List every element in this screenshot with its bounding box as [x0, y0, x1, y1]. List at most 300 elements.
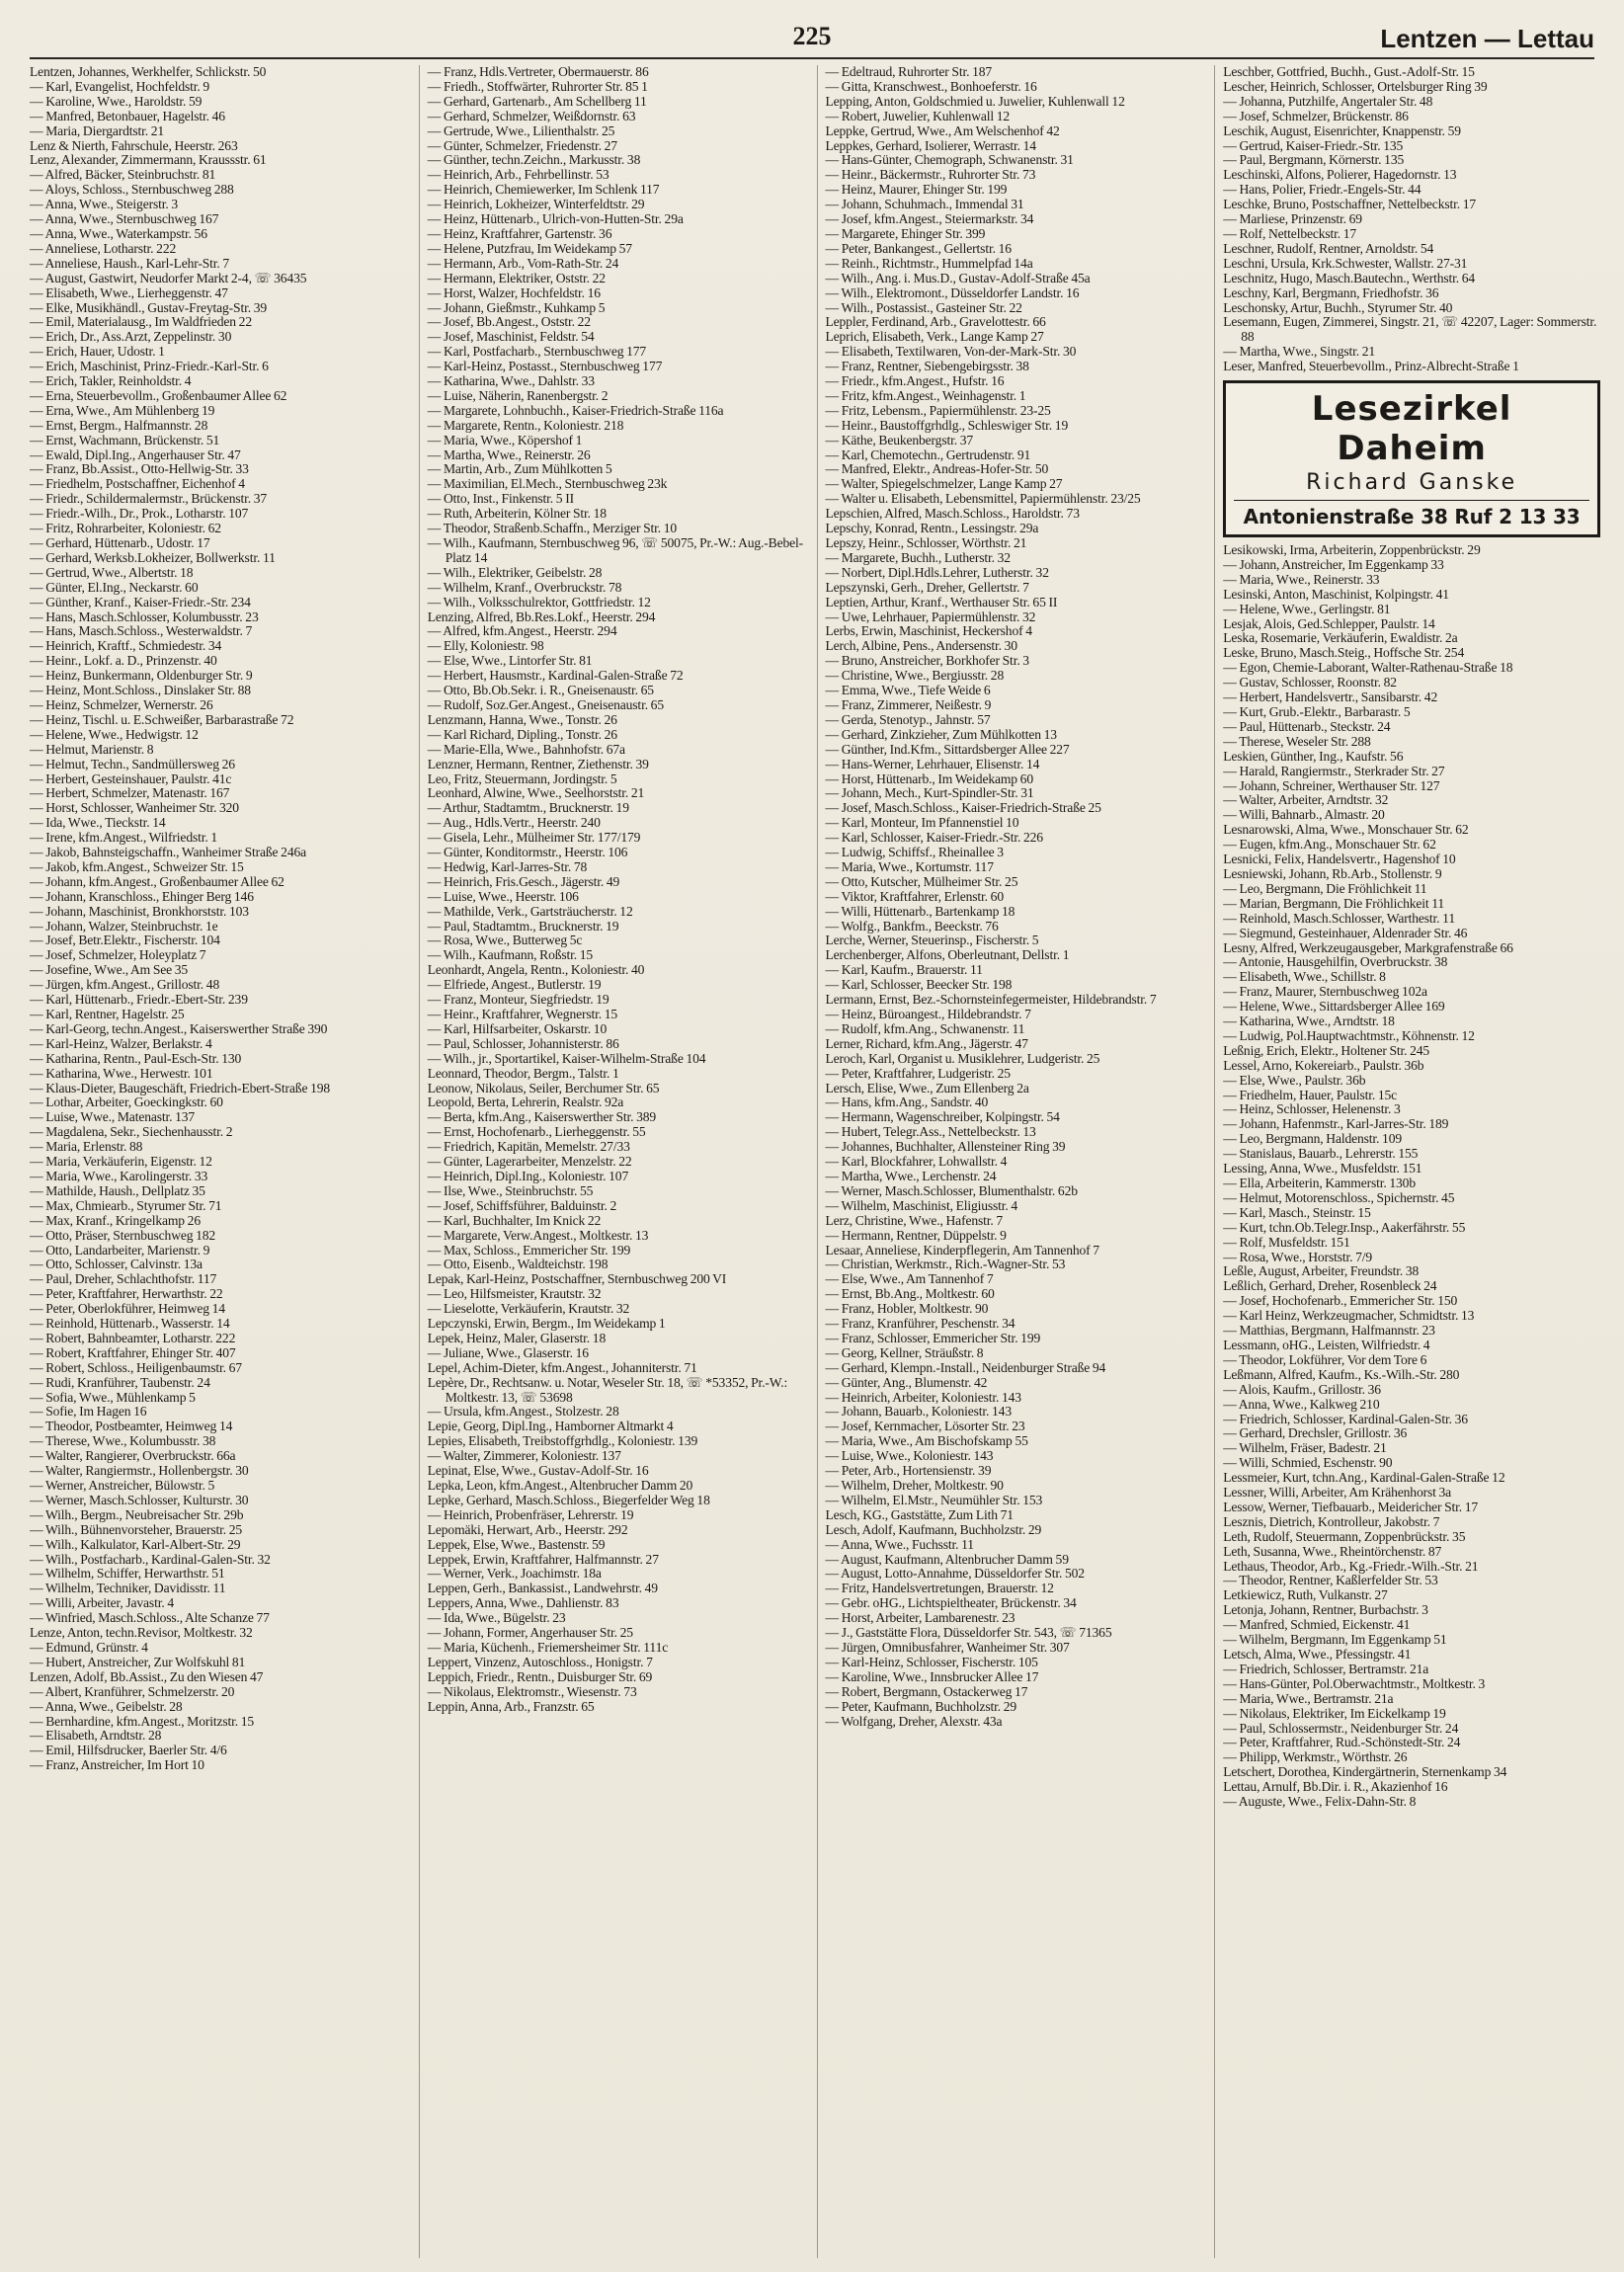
directory-entry: — Emil, Hilfsdrucker, Baerler Str. 4/6 — [30, 1743, 227, 1758]
directory-entry: — Heinrich, Lokheizer, Winterfeldtstr. 29 — [427, 197, 645, 212]
directory-entry: Lesnarowski, Alma, Wwe., Monschauer Str. 62 — [1223, 822, 1469, 838]
directory-entry: Leßlich, Gerhard, Dreher, Rosenbleck 24 — [1223, 1278, 1437, 1294]
directory-entry: — Mathilde, Haush., Dellplatz 35 — [30, 1182, 205, 1198]
directory-entry: — Maria, Wwe., Bertramstr. 21a — [1223, 1690, 1394, 1706]
directory-entry: Leppich, Friedr., Rentn., Duisburger Str. 69 — [427, 1668, 653, 1684]
directory-entry: — Edeltraud, Ruhrorter Str. 187 — [825, 65, 993, 79]
directory-entry: — Anna, Wwe., Kalkweg 210 — [1223, 1396, 1380, 1412]
directory-entry: — Karl, Evangelist, Hochfeldstr. 9 — [30, 78, 210, 94]
header-rule — [30, 57, 1594, 59]
directory-entry: Lenzner, Hermann, Rentner, Ziethenstr. 39 — [427, 756, 649, 771]
directory-entry: — Theodor, Straßenb.Schaffn., Merziger Str. 10 — [427, 521, 678, 536]
directory-entry: — Wolfg., Bankfm., Beeckstr. 76 — [825, 918, 999, 933]
directory-entry: — Heinrich, Kraftf., Schmiedestr. 34 — [30, 638, 222, 654]
directory-entry: Lerch, Albine, Pens., Andersenstr. 30 — [825, 638, 1017, 654]
directory-entry: Leprich, Elisabeth, Verk., Lange Kamp 27 — [825, 329, 1044, 345]
column-3 — [817, 65, 1203, 2258]
directory-entry: — Karl, Hüttenarb., Friedr.-Ebert-Str. 239 — [30, 992, 248, 1008]
directory-entry: — Ruth, Arbeiterin, Kölner Str. 18 — [427, 506, 607, 522]
directory-entry: — Edmund, Grünstr. 4 — [30, 1639, 148, 1655]
directory-entry: Leschner, Rudolf, Rentner, Arnoldstr. 54 — [1223, 240, 1434, 256]
directory-entry: — Erich, Dr., Ass.Arzt, Zeppelinstr. 30 — [30, 329, 232, 345]
directory-entry: — Friedr., kfm.Angest., Hufstr. 16 — [825, 373, 1005, 389]
directory-entry: — Anneliese, Haush., Karl-Lehr-Str. 7 — [30, 255, 230, 271]
directory-entry: — Uwe, Lehrhauer, Papiermühlenstr. 32 — [825, 609, 1036, 624]
column-2 — [419, 65, 805, 2258]
directory-entry: — Wilh., Volksschulrektor, Gottfriedstr. 12 — [427, 594, 651, 609]
directory-entry: Leppin, Anna, Arb., Franzstr. 65 — [427, 1698, 595, 1714]
directory-entry: — Rudi, Kranführer, Taubenstr. 24 — [30, 1374, 210, 1390]
directory-entry: — Gebr. oHG., Lichtspieltheater, Brückenstr. 34 — [825, 1595, 1077, 1611]
directory-entry: — Fritz, kfm.Angest., Weinhagenstr. 1 — [825, 387, 1026, 403]
directory-entry: — Friedrich, Kapitän, Memelstr. 27/33 — [427, 1139, 630, 1155]
directory-entry: — Maria, Küchenh., Friemersheimer Str. 111c — [427, 1639, 669, 1655]
directory-entry: Leßmann, Alfred, Kaufm., Ks.-Wilh.-Str. 280 — [1223, 1366, 1460, 1382]
directory-entry: — Alois, Kaufm., Grillostr. 36 — [1223, 1381, 1381, 1397]
directory-entry: — Karl, Chemotechn., Gertrudenstr. 91 — [825, 446, 1031, 462]
directory-entry: — Heinz, Maurer, Ehinger Str. 199 — [825, 182, 1008, 198]
directory-entry: — Josefine, Wwe., Am See 35 — [30, 962, 189, 978]
directory-entry: — Helene, Putzfrau, Im Weidekamp 57 — [427, 240, 632, 256]
directory-entry: — Winfried, Masch.Schloss., Alte Schanze 77 — [30, 1610, 270, 1626]
directory-entry: — Günther, techn.Zeichn., Markusstr. 38 — [427, 152, 641, 168]
directory-entry: — Elisabeth, Wwe., Schillstr. 8 — [1223, 969, 1386, 985]
directory-entry: Lepszynski, Gerh., Dreher, Gellertstr. 7 — [825, 579, 1029, 595]
directory-entry: Lepek, Heinz, Maler, Glaserstr. 18 — [427, 1330, 607, 1345]
directory-entry: — Bernhardine, kfm.Angest., Moritzstr. 15 — [30, 1713, 255, 1729]
directory-entry: — Siegmund, Gesteinhauer, Aldenrader Str. 46 — [1223, 925, 1468, 940]
directory-entry: Lepie, Georg, Dipl.Ing., Hamborner Altmarkt 4 — [427, 1419, 674, 1434]
directory-entry: — Heinr., Bäckermstr., Ruhrorter Str. 73 — [825, 167, 1036, 183]
directory-entry: Lesch, KG., Gaststätte, Zum Lith 71 — [825, 1506, 1014, 1522]
directory-entry: Leth, Rudolf, Steuermann, Zoppenbrückstr. 35 — [1223, 1528, 1466, 1544]
directory-entry: Lesznis, Dietrich, Kontrolleur, Jakobstr. 7 — [1223, 1513, 1440, 1529]
directory-entry: — Robert, Kraftfahrer, Ehinger Str. 407 — [30, 1344, 236, 1360]
directory-entry: — Helmut, Techn., Sandmüllersweg 26 — [30, 756, 235, 771]
directory-entry: Leopold, Berta, Lehrerin, Realstr. 92a — [427, 1095, 624, 1110]
directory-entry: — Christian, Werkmstr., Rich.-Wagner-Str. 53 — [825, 1257, 1066, 1272]
directory-entry: Lepomäki, Herwart, Arb., Heerstr. 292 — [427, 1521, 628, 1537]
directory-entry: — Johann, Schreiner, Werthauser Str. 127 — [1223, 777, 1440, 793]
directory-entry: — Wilh., Postassist., Gasteiner Str. 22 — [825, 299, 1022, 315]
directory-entry: — Aug., Hdls.Vertr., Heerstr. 240 — [427, 815, 601, 831]
directory-entry: — Otto, Inst., Finkenstr. 5 II — [427, 491, 574, 507]
directory-entry: — Josef, Masch.Schloss., Kaiser-Friedrich-Straße 25 — [825, 800, 1101, 816]
directory-entry: — Reinhold, Masch.Schlosser, Warthestr. 11 — [1223, 910, 1455, 926]
directory-entry: — Else, Wwe., Paulstr. 36b — [1223, 1072, 1366, 1088]
directory-entry: Lenz, Alexander, Zimmermann, Kraussstr. 61 — [30, 152, 267, 168]
directory-entry: — Antonie, Hausgehilfin, Overbruckstr. 38 — [1223, 954, 1448, 970]
directory-entry: — Robert, Bergmann, Ostackerweg 17 — [825, 1683, 1028, 1699]
directory-entry: Lescher, Heinrich, Schlosser, Ortelsburger Ring 39 — [1223, 78, 1488, 94]
directory-entry: — Ilse, Wwe., Steinbruchstr. 55 — [427, 1182, 594, 1198]
directory-entry: Lettau, Arnulf, Bb.Dir. i. R., Akazienhof 16 — [1223, 1779, 1448, 1795]
directory-entry: — Karl-Heinz, Walzer, Berlakstr. 4 — [30, 1035, 212, 1051]
directory-entry: — Wilhelm, Bergmann, Im Eggenkamp 51 — [1223, 1632, 1447, 1648]
directory-entry: Lessow, Werner, Tiefbauarb., Meidericher Str. 17 — [1223, 1499, 1479, 1514]
directory-entry: — Max, Kranf., Kringelkamp 26 — [30, 1212, 201, 1228]
directory-entry: — Ernst, Hochofenarb., Lierheggenstr. 55 — [427, 1124, 646, 1140]
directory-entry: — Ludwig, Pol.Hauptwachtmstr., Köhnenstr. 12 — [1223, 1027, 1475, 1043]
directory-entry: — Ella, Arbeiterin, Kammerstr. 130b — [1223, 1176, 1416, 1190]
directory-entry: — Rosa, Wwe., Butterweg 5c — [427, 933, 583, 948]
directory-entry: — Josef, Kernmacher, Lösorter Str. 23 — [825, 1419, 1025, 1434]
directory-entry: — Maria, Wwe., Karolingerstr. 33 — [30, 1168, 208, 1183]
directory-entry: — Nikolaus, Elektriker, Im Eickelkamp 19 — [1223, 1705, 1446, 1721]
directory-entry: — Wolfgang, Dreher, Alexstr. 43a — [825, 1713, 1003, 1729]
directory-entry: — Karl, Postfacharb., Sternbuschweg 177 — [427, 344, 647, 360]
directory-entry: Leskien, Günther, Ing., Kaufstr. 56 — [1223, 748, 1404, 764]
directory-entry: — Hans, Masch.Schlosser, Kolumbusstr. 23 — [30, 609, 259, 624]
directory-entry: — Josef, Bb.Angest., Oststr. 22 — [427, 314, 591, 330]
directory-entry: — Heinz, Büroangest., Hildebrandstr. 7 — [825, 1007, 1031, 1021]
directory-entry: — Wilh., jr., Sportartikel, Kaiser-Wilhelm-Straße 104 — [427, 1050, 706, 1066]
directory-entry: — Paul, Dreher, Schlachthofstr. 117 — [30, 1271, 217, 1287]
directory-entry: — Gerhard, Schmelzer, Weißdornstr. 63 — [427, 108, 636, 123]
directory-entry: — Heinz, Hüttenarb., Ulrich-von-Hutten-Str. 29a — [427, 211, 684, 227]
directory-entry: — Willi, Hüttenarb., Bartenkamp 18 — [825, 903, 1015, 919]
directory-entry: Leppke, Gertrud, Wwe., Am Welschenhof 42 — [825, 122, 1060, 138]
directory-entry: — Karl, Schlosser, Kaiser-Friedr.-Str. 226 — [825, 830, 1043, 846]
directory-entry: Leppkes, Gerhard, Isolierer, Werrastr. 14 — [825, 137, 1036, 153]
directory-entry: — Franz, Bb.Assist., Otto-Hellwig-Str. 33 — [30, 461, 249, 477]
directory-entry: — Karoline, Wwe., Haroldstr. 59 — [30, 93, 203, 109]
directory-entry: — Johann, Walzer, Steinbruchstr. 1e — [30, 918, 218, 933]
directory-entry: Leschinski, Alfons, Polierer, Hagedornstr. 13 — [1223, 167, 1457, 183]
directory-entry: — Anna, Wwe., Fuchsstr. 11 — [825, 1536, 974, 1552]
directory-entry: — Therese, Weseler Str. 288 — [1223, 733, 1371, 749]
directory-entry: Leser, Manfred, Steuerbevollm., Prinz-Albrecht-Straße 1 — [1223, 359, 1519, 374]
directory-entry: — Maria, Wwe., Köpershof 1 — [427, 432, 583, 447]
directory-entry: — Walter, Rangierer, Overbruckstr. 66a — [30, 1448, 236, 1464]
directory-entry: — Maria, Wwe., Reinerstr. 33 — [1223, 571, 1380, 587]
directory-entry: — Erna, Wwe., Am Mühlenberg 19 — [30, 402, 215, 418]
ad-title: Lesezirkel Daheim — [1311, 389, 1512, 469]
directory-entry: — Else, Wwe., Lintorfer Str. 81 — [427, 653, 593, 669]
directory-entry: — Karl-Heinz, Postasst., Sternbuschweg 177 — [427, 359, 663, 374]
directory-entry: — Juliane, Wwe., Glaserstr. 16 — [427, 1344, 589, 1360]
directory-entry: — Jürgen, Omnibusfahrer, Wanheimer Str. 307 — [825, 1639, 1070, 1655]
directory-entry: Lenzmann, Hanna, Wwe., Tonstr. 26 — [427, 711, 617, 727]
directory-entry: — Peter, Bankangest., Gellertstr. 16 — [825, 240, 1012, 256]
directory-entry: — Ida, Wwe., Tieckstr. 14 — [30, 815, 166, 831]
directory-entry: — Wilh., Ang. i. Mus.D., Gustav-Adolf-Straße 45a — [825, 270, 1091, 285]
directory-entry: — Franz, Zimmerer, Neißestr. 9 — [825, 696, 992, 712]
directory-entry: — Helmut, Motorenschloss., Spichernstr. 45 — [1223, 1189, 1455, 1205]
directory-entry: — Heinrich, Fris.Gesch., Jägerstr. 49 — [427, 873, 620, 889]
directory-entry: — Auguste, Wwe., Felix-Dahn-Str. 8 — [1223, 1794, 1417, 1810]
directory-entry: — Rudolf, Soz.Ger.Angest., Gneisenaustr. 65 — [427, 696, 664, 712]
directory-entry: — Karl, Kaufm., Brauerstr. 11 — [825, 962, 983, 978]
directory-entry: — Martha, Wwe., Lerchenstr. 24 — [825, 1168, 997, 1183]
directory-entry: — Johann, Anstreicher, Im Eggenkamp 33 — [1223, 556, 1444, 572]
directory-entry: — Franz, Schlosser, Emmericher Str. 199 — [825, 1330, 1041, 1345]
directory-entry: — Johann, Hafenmstr., Karl-Jarres-Str. 189 — [1223, 1116, 1449, 1132]
directory-entry: Leppert, Vinzenz, Autoschloss., Honigstr. 7 — [427, 1654, 653, 1669]
directory-entry: — Josef, Schmelzer, Brückenstr. 86 — [1223, 108, 1409, 123]
directory-entry: — Helene, Wwe., Sittardsberger Allee 169 — [1223, 999, 1445, 1014]
directory-entry: — Josef, Hochofenarb., Emmericher Str. 150 — [1223, 1293, 1458, 1309]
directory-entry: — Willi, Arbeiter, Javastr. 4 — [30, 1595, 174, 1611]
directory-entry: — Wilh., Bühnenvorsteher, Brauerstr. 25 — [30, 1521, 243, 1537]
directory-entry: — Karl, Monteur, Im Pfannenstiel 10 — [825, 815, 1019, 831]
directory-entry: — Rudolf, kfm.Ang., Schwanenstr. 11 — [825, 1020, 1025, 1036]
directory-entry: — Reinh., Richtmstr., Hummelpfad 14a — [825, 255, 1033, 271]
directory-entry: — Johann, Maschinist, Bronkhorststr. 103 — [30, 903, 249, 919]
directory-entry: — Martha, Wwe., Singstr. 21 — [1223, 344, 1376, 360]
directory-entry: — Irene, kfm.Angest., Wilfriedstr. 1 — [30, 830, 218, 846]
directory-entry: Lepschien, Alfred, Masch.Schloss., Haroldstr. 73 — [825, 506, 1080, 522]
directory-entry: — Wilh., Kalkulator, Karl-Albert-Str. 29 — [30, 1536, 241, 1552]
directory-entry: — Manfred, Betonbauer, Hagelstr. 46 — [30, 108, 225, 123]
directory-entry: — Paul, Bergmann, Körnerstr. 135 — [1223, 152, 1405, 168]
directory-entry: — Marie-Ella, Wwe., Bahnhofstr. 67a — [427, 741, 625, 757]
directory-entry: — Philipp, Werkmstr., Wörthstr. 26 — [1223, 1749, 1408, 1765]
directory-entry: — Gustav, Schlosser, Roonstr. 82 — [1223, 675, 1397, 690]
directory-entry: Leska, Rosemarie, Verkäuferin, Ewaldistr. 2a — [1223, 630, 1458, 646]
directory-entry: — Manfred, Elektr., Andreas-Hofer-Str. 50 — [825, 461, 1049, 477]
directory-entry: — Heinrich, Arb., Fehrbellinstr. 53 — [427, 167, 609, 183]
directory-entry: — Therese, Wwe., Kolumbusstr. 38 — [30, 1433, 216, 1449]
directory-entry: — Gertrud, Kaiser-Friedr.-Str. 135 — [1223, 137, 1404, 153]
directory-entry: — Willi, Schmied, Eschenstr. 90 — [1223, 1455, 1393, 1471]
directory-entry: — Erna, Steuerbevollm., Großenbaumer Allee 62 — [30, 387, 287, 403]
directory-entry: — Wilh., Elektromont., Düsseldorfer Landstr. 16 — [825, 284, 1080, 300]
directory-entry: Lesniewski, Johann, Rb.Arb., Stollenstr. 9 — [1223, 865, 1442, 881]
directory-entry: — Friedhelm, Postschaffner, Eichenhof 4 — [30, 476, 245, 492]
directory-entry: — Willi, Bahnarb., Almastr. 20 — [1223, 807, 1385, 823]
page-number: 225 — [792, 22, 832, 50]
directory-entry: Leschik, August, Eisenrichter, Knappenstr. 59 — [1223, 122, 1461, 138]
directory-entry: — Maria, Verkäuferin, Eigenstr. 12 — [30, 1154, 212, 1170]
directory-entry: — Luise, Wwe., Koloniestr. 143 — [825, 1448, 994, 1464]
ad-divider — [1234, 500, 1589, 501]
directory-entry: — Robert, Bahnbeamter, Lotharstr. 222 — [30, 1330, 236, 1345]
directory-entry: — Friedrich, Schlosser, Kardinal-Galen-Str. 36 — [1223, 1411, 1468, 1426]
directory-entry: Leßnig, Erich, Elektr., Holtener Str. 245 — [1223, 1042, 1430, 1058]
directory-entry: — Leo, Bergmann, Haldenstr. 109 — [1223, 1131, 1402, 1147]
directory-entry: — Ernst, Wachmann, Brückenstr. 51 — [30, 432, 220, 447]
directory-entry: — Karl Heinz, Werkzeugmacher, Schmidtstr. 13 — [1223, 1308, 1475, 1324]
directory-entry: — Anna, Wwe., Waterkampstr. 56 — [30, 225, 207, 241]
directory-entry: — Martha, Wwe., Reinerstr. 26 — [427, 446, 591, 462]
directory-entry: Lesny, Alfred, Werkzeugausgeber, Markgrafenstraße 66 — [1223, 939, 1513, 955]
directory-entry: — Marliese, Prinzenstr. 69 — [1223, 211, 1362, 227]
directory-entry: — Karl, Rentner, Hagelstr. 25 — [30, 1007, 185, 1021]
directory-entry: — Wilh., Bergm., Neubreisacher Str. 29b — [30, 1506, 244, 1522]
directory-entry: — Peter, Arb., Hortensienstr. 39 — [825, 1463, 992, 1479]
directory-entry: — Gerda, Stenotyp., Jahnstr. 57 — [825, 711, 991, 727]
directory-entry: — Josef, kfm.Angest., Steiermarkstr. 34 — [825, 211, 1034, 227]
directory-entry: Lesch, Adolf, Kaufmann, Buchholzstr. 29 — [825, 1521, 1042, 1537]
column-1 — [30, 65, 407, 2258]
directory-entry: Lesinski, Anton, Maschinist, Kolpingstr. 41 — [1223, 586, 1449, 602]
directory-entry: Lepke, Gerhard, Masch.Schloss., Biegerfelder Weg 18 — [427, 1492, 710, 1507]
directory-entry: — Walter, Zimmerer, Koloniestr. 137 — [427, 1448, 621, 1464]
directory-entry: — Leo, Bergmann, Die Fröhlichkeit 11 — [1223, 880, 1427, 896]
directory-entry: — Ewald, Dipl.Ing., Angerhauser Str. 47 — [30, 446, 241, 462]
directory-entry: — Katharina, Wwe., Herwestr. 101 — [30, 1065, 213, 1081]
directory-entry: — Sofia, Wwe., Mühlenkamp 5 — [30, 1389, 196, 1405]
directory-entry: Lessel, Arno, Kokereiarb., Paulstr. 36b — [1223, 1057, 1424, 1073]
directory-entry: — Walter, Rangiermstr., Hollenbergstr. 30 — [30, 1463, 249, 1479]
directory-entry: — Kurt, Grub.-Elektr., Barbarastr. 5 — [1223, 704, 1411, 719]
directory-entry: — Friedr.-Wilh., Dr., Prok., Lotharstr. 107 — [30, 506, 249, 522]
directory-entry: — Margarete, Verw.Angest., Moltkestr. 13 — [427, 1227, 649, 1243]
directory-entry: — Walter u. Elisabeth, Lebensmittel, Papiermühlenstr. 23/25 — [825, 491, 1141, 507]
directory-entry: — Else, Wwe., Am Tannenhof 7 — [825, 1271, 994, 1287]
directory-entry: — Horst, Hüttenarb., Im Weidekamp 60 — [825, 771, 1033, 786]
directory-entry: — Luise, Wwe., Heerstr. 106 — [427, 888, 579, 904]
directory-entry: — Friedhelm, Hauer, Paulstr. 15c — [1223, 1087, 1398, 1102]
directory-entry: — Heinz, Mont.Schloss., Dinslaker Str. 88 — [30, 683, 251, 698]
directory-entry: — Erich, Takler, Reinholdstr. 4 — [30, 373, 192, 389]
directory-entry: — Wilh., Elektriker, Geibelstr. 28 — [427, 564, 603, 580]
directory-entry: Lepka, Leon, kfm.Angest., Altenbrucher Damm 20 — [427, 1478, 693, 1493]
directory-entry: — Elisabeth, Wwe., Lierheggenstr. 47 — [30, 284, 228, 300]
directory-entry: — Karl, Masch., Steinstr. 15 — [1223, 1204, 1371, 1220]
directory-entry: — Karl Richard, Dipling., Tonstr. 26 — [427, 726, 617, 742]
directory-entry: Lenzing, Alfred, Bb.Res.Lokf., Heerstr. 294 — [427, 609, 656, 624]
directory-entry: — Otto, Landarbeiter, Marienstr. 9 — [30, 1242, 210, 1258]
directory-entry: — August, Lotto-Annahme, Düsseldorfer Str. 502 — [825, 1566, 1085, 1582]
directory-entry: Letsch, Alma, Wwe., Pfessingstr. 41 — [1223, 1647, 1412, 1662]
directory-entry: Leppler, Ferdinand, Arb., Gravelottestr. 66 — [825, 314, 1046, 330]
directory-entry: — Josef, Schiffsführer, Balduinstr. 2 — [427, 1197, 617, 1213]
directory-entry: — Theodor, Postbeamter, Heimweg 14 — [30, 1419, 233, 1434]
directory-entry: — Karl, Schlosser, Beecker Str. 198 — [825, 977, 1013, 993]
directory-entry: — Paul, Hüttenarb., Steckstr. 24 — [1223, 718, 1391, 734]
directory-entry: — Ursula, kfm.Angest., Stolzestr. 28 — [427, 1404, 619, 1420]
directory-entry: — Ernst, Bergm., Halfmannstr. 28 — [30, 417, 208, 433]
directory-entry: — Werner, Anstreicher, Bülowstr. 5 — [30, 1478, 215, 1493]
directory-entry: — Käthe, Beukenbergstr. 37 — [825, 432, 974, 447]
directory-entry: — Wilh., Kaufmann, Roßstr. 15 — [427, 947, 594, 963]
directory-entry: Lessner, Willi, Arbeiter, Am Krähenhorst 3a — [1223, 1485, 1452, 1501]
directory-entry: — Margarete, Buchh., Lutherstr. 32 — [825, 549, 1011, 565]
directory-entry: — Arthur, Stadtamtm., Brucknerstr. 19 — [427, 800, 629, 816]
directory-entry: — Johann, kfm.Angest., Großenbaumer Allee 62 — [30, 873, 284, 889]
directory-entry: — Anna, Wwe., Steigerstr. 3 — [30, 197, 179, 212]
directory-entry: — Karl, Buchhalter, Im Knick 22 — [427, 1212, 602, 1228]
directory-entry: Letschert, Dorothea, Kindergärtnerin, Sternenkamp 34 — [1223, 1764, 1507, 1780]
directory-entry: — Bruno, Anstreicher, Borkhofer Str. 3 — [825, 653, 1029, 669]
directory-entry: — Friedrich, Schlosser, Bertramstr. 21a — [1223, 1661, 1429, 1676]
directory-entry: — Gitta, Kranschwest., Bonhoeferstr. 16 — [825, 78, 1037, 94]
directory-entry: Lepping, Anton, Goldschmied u. Juwelier, Kuhlenwall 12 — [825, 93, 1125, 109]
directory-entry: — Nikolaus, Elektromstr., Wiesenstr. 73 — [427, 1683, 637, 1699]
directory-entry: Leptien, Arthur, Kranf., Werthauser Str. 65 II — [825, 594, 1058, 609]
page-header — [30, 22, 1594, 57]
directory-entry: Lesnicki, Felix, Handelsvertr., Hagenshof 10 — [1223, 852, 1456, 867]
directory-entry: — Margarete, Lohnbuchh., Kaiser-Friedrich-Straße 116a — [427, 402, 724, 418]
directory-entry: — Maria, Erlenstr. 88 — [30, 1139, 143, 1155]
directory-entry: — Harald, Rangiermstr., Sterkrader Str. 27 — [1223, 763, 1445, 778]
directory-entry: — Gerhard, Gartenarb., Am Schellberg 11 — [427, 93, 647, 109]
directory-entry: — Günter, Schmelzer, Friedenstr. 27 — [427, 137, 617, 153]
directory-entry: — Otto, Kutscher, Mülheimer Str. 25 — [825, 873, 1018, 889]
directory-entry: — Herbert, Gesteinshauer, Paulstr. 41c — [30, 771, 232, 786]
directory-entry: — Johannes, Buchhalter, Allensteiner Ring 39 — [825, 1139, 1066, 1155]
directory-entry: — Aloys, Schloss., Sternbuschweg 288 — [30, 182, 234, 198]
directory-entry: — Wilhelm, Dreher, Moltkestr. 90 — [825, 1478, 1004, 1493]
directory-entry: Lepschy, Konrad, Rentn., Lessingstr. 29a — [825, 521, 1039, 536]
directory-entry: — Josef, Betr.Elektr., Fischerstr. 104 — [30, 933, 220, 948]
directory-entry: Lepinat, Else, Wwe., Gustav-Adolf-Str. 16 — [427, 1463, 649, 1479]
directory-entry: Leppers, Anna, Wwe., Dahlienstr. 83 — [427, 1595, 619, 1611]
directory-entry: Leo, Fritz, Steuermann, Jordingstr. 5 — [427, 771, 617, 786]
directory-entry: — Wilhelm, Fräser, Badestr. 21 — [1223, 1440, 1387, 1456]
directory-entry: — Reinhold, Hüttenarb., Wasserstr. 14 — [30, 1316, 230, 1332]
directory-entry: Lerchenberger, Alfons, Oberleutnant, Dellstr. 1 — [825, 947, 1070, 963]
directory-entry: — Rosa, Wwe., Horststr. 7/9 — [1223, 1249, 1373, 1264]
directory-entry: Leschke, Bruno, Postschaffner, Nettelbeckstr. 17 — [1223, 197, 1477, 212]
directory-entry: Leonhard, Alwine, Wwe., Seelhorststr. 21 — [427, 785, 645, 801]
directory-entry: — Hans, kfm.Ang., Sandstr. 40 — [825, 1095, 989, 1110]
directory-entry: — Otto, Bb.Ob.Sekr. i. R., Gneisenaustr. 65 — [427, 683, 654, 698]
directory-entry: — Johann, Mech., Kurt-Spindler-Str. 31 — [825, 785, 1034, 801]
directory-entry: — August, Kaufmann, Altenbrucher Damm 59 — [825, 1551, 1069, 1567]
directory-entry: — Franz, Monteur, Siegfriedstr. 19 — [427, 992, 609, 1008]
directory-entry: — Wilh., Postfacharb., Kardinal-Galen-Str. 32 — [30, 1551, 271, 1567]
directory-entry: — Helmut, Marienstr. 8 — [30, 741, 154, 757]
directory-entry: — Günter, Konditormstr., Heerstr. 106 — [427, 845, 628, 860]
directory-entry: — Magdalena, Sekr., Siechenhausstr. 2 — [30, 1124, 233, 1140]
directory-entry: — Heinz, Kraftfahrer, Gartenstr. 36 — [427, 225, 612, 241]
directory-entry: — Herbert, Handelsvertr., Sansibarstr. 42 — [1223, 690, 1438, 705]
directory-entry: Lessing, Anna, Wwe., Musfeldstr. 151 — [1223, 1161, 1422, 1177]
advertisement-box — [1223, 380, 1600, 537]
directory-entry: — Egon, Chemie-Laborant, Walter-Rathenau-Straße 18 — [1223, 660, 1513, 676]
directory-entry: Lentzen, Johannes, Werkhelfer, Schlickstr. 50 — [30, 65, 267, 79]
directory-entry: — Christine, Wwe., Bergiusstr. 28 — [825, 668, 1005, 684]
directory-entry: Lerz, Christine, Wwe., Hafenstr. 7 — [825, 1212, 1004, 1228]
directory-entry: — Karoline, Wwe., Innsbrucker Allee 17 — [825, 1668, 1039, 1684]
directory-entry: — Elisabeth, Arndtstr. 28 — [30, 1728, 162, 1744]
directory-entry: Lerner, Richard, kfm.Ang., Jägerstr. 47 — [825, 1035, 1028, 1051]
directory-entry: — Werner, Verk., Joachimstr. 18a — [427, 1566, 602, 1582]
directory-entry: — Hermann, Wagenschreiber, Kolpingstr. 54 — [825, 1109, 1060, 1125]
directory-entry: — Hans, Polier, Friedr.-Engels-Str. 44 — [1223, 182, 1421, 198]
directory-entry: — Elke, Musikhändl., Gustav-Freytag-Str. 39 — [30, 299, 267, 315]
directory-entry: — Theodor, Lokführer, Vor dem Tore 6 — [1223, 1351, 1427, 1367]
directory-entry: Lessmeier, Kurt, tchn.Ang., Kardinal-Galen-Straße 12 — [1223, 1470, 1505, 1486]
directory-entry: — Lothar, Arbeiter, Goeckingkstr. 60 — [30, 1095, 223, 1110]
directory-entry: — Hans-Günter, Pol.Oberwachtmstr., Moltkestr. 3 — [1223, 1675, 1486, 1691]
directory-entry: — Manfred, Schmied, Eickenstr. 41 — [1223, 1617, 1411, 1633]
directory-entry: — Gerhard, Hüttenarb., Udostr. 17 — [30, 535, 210, 550]
directory-entry: — Anna, Wwe., Sternbuschweg 167 — [30, 211, 219, 227]
directory-entry: — Erich, Maschinist, Prinz-Friedr.-Karl-Str. 6 — [30, 359, 269, 374]
directory-entry: — Hans-Günter, Chemograph, Schwanenstr. 31 — [825, 152, 1074, 168]
directory-entry: Lenz & Nierth, Fahrschule, Heerstr. 263 — [30, 137, 238, 153]
directory-entry: — Karl, Blockfahrer, Lohwallstr. 4 — [825, 1154, 1008, 1170]
directory-entry: Leonnard, Theodor, Bergm., Talstr. 1 — [427, 1065, 619, 1081]
directory-entry: — Katharina, Wwe., Arndtstr. 18 — [1223, 1014, 1395, 1029]
directory-entry: — Heinz, Schmelzer, Wernerstr. 26 — [30, 696, 213, 712]
directory-entry: — Luise, Wwe., Matenastr. 137 — [30, 1109, 196, 1125]
directory-entry: — Elly, Koloniestr. 98 — [427, 638, 544, 654]
directory-entry: Lepel, Achim-Dieter, kfm.Angest., Johanniterstr. 71 — [427, 1359, 697, 1375]
directory-entry: — Maximilian, El.Mech., Sternbuschweg 23k — [427, 476, 668, 492]
directory-entry: Lessmann, oHG., Leisten, Wilfriedstr. 4 — [1223, 1337, 1430, 1352]
directory-entry: — Herbert, Hausmstr., Kardinal-Galen-Straße 72 — [427, 668, 684, 684]
directory-entry: — Peter, Kraftfahrer, Herwarthstr. 22 — [30, 1286, 223, 1302]
directory-entry: — Johann, Bauarb., Koloniestr. 143 — [825, 1404, 1012, 1420]
directory-entry: — Wilhelm, Kranf., Overbruckstr. 78 — [427, 579, 622, 595]
directory-entry: — Stanislaus, Bauarb., Lehrerstr. 155 — [1223, 1146, 1419, 1162]
directory-entry: — Alfred, Bäcker, Steinbruchstr. 81 — [30, 167, 216, 183]
